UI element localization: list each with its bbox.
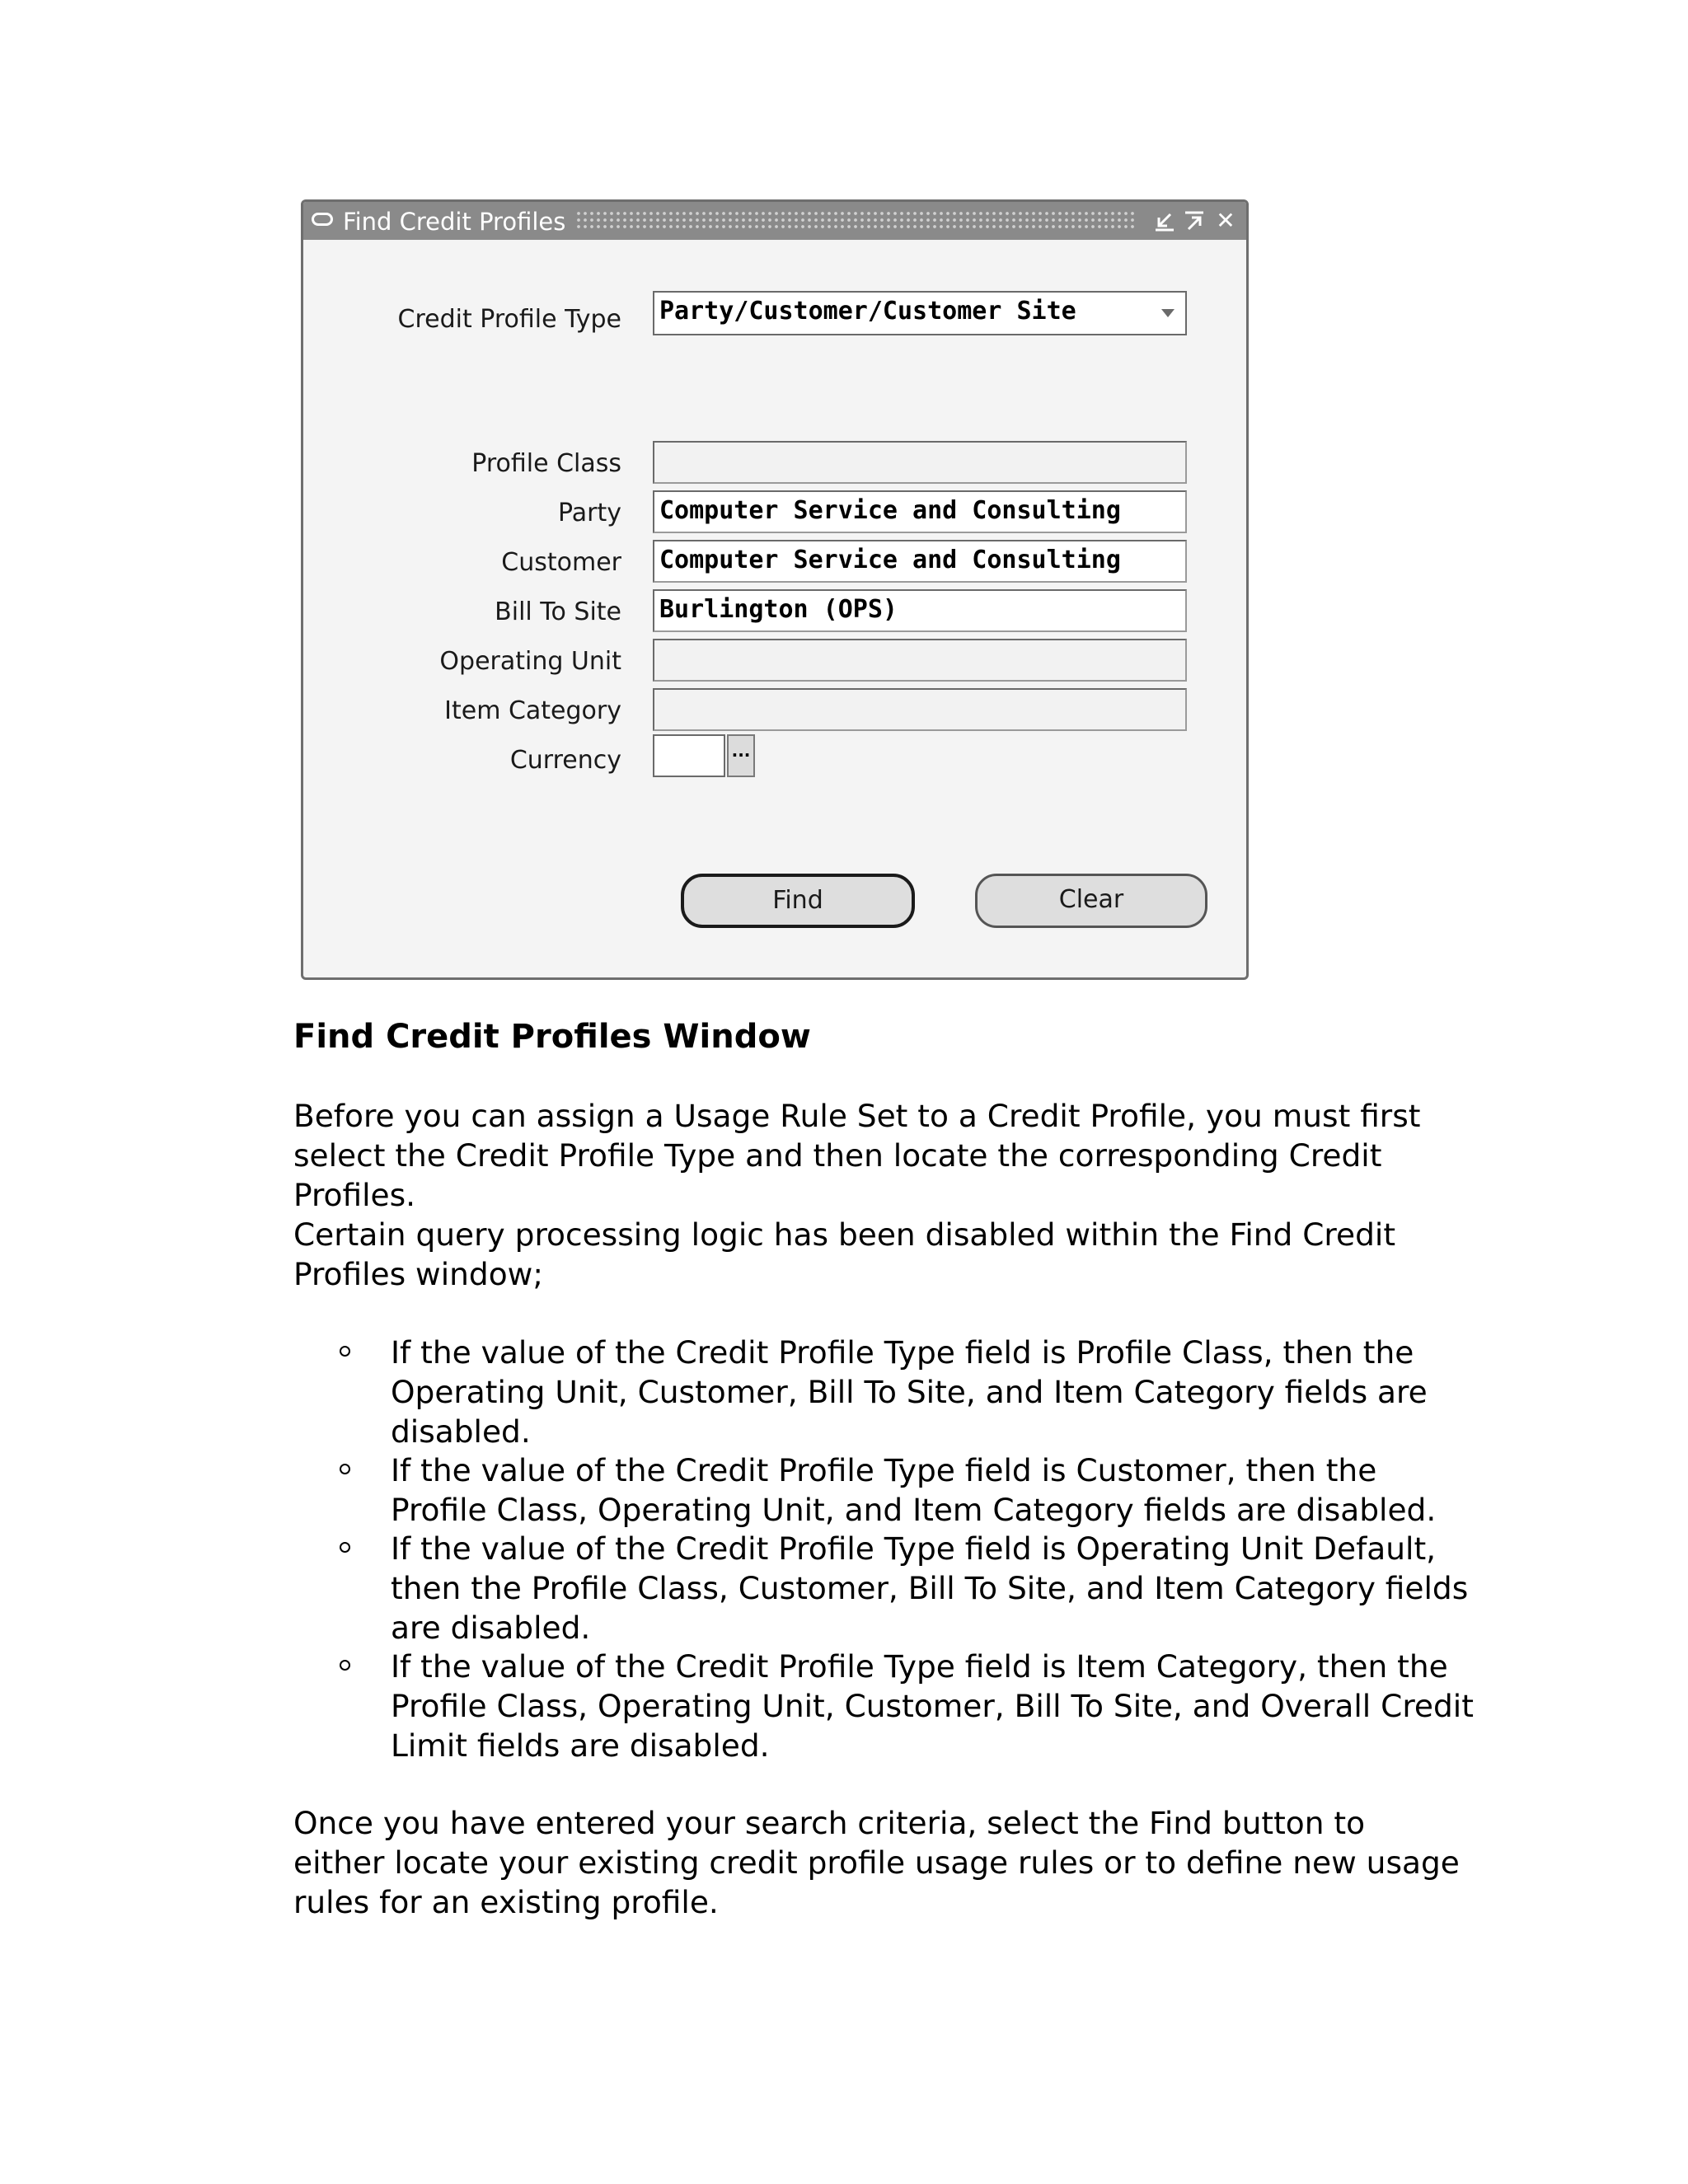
- list-item-text: If the value of the Credit Profile Type field is Operating Unit Default, then the Profile Class, Customer, Bill To Site, and Item Category fields are disabled.: [391, 1530, 1469, 1646]
- profile-class-field[interactable]: [653, 441, 1187, 484]
- section-heading: Find Credit Profiles Window: [293, 1018, 811, 1056]
- customer-label: Customer: [501, 548, 621, 577]
- logic-paragraph: Certain query processing logic has been disabled within the Find Credit Profiles window;: [293, 1216, 1396, 1292]
- find-credit-profiles-window: [301, 199, 1249, 980]
- window-title: Find Credit Profiles: [343, 208, 566, 236]
- currency-field[interactable]: [653, 734, 725, 777]
- currency-lov-button[interactable]: ...: [727, 734, 755, 777]
- party-label: Party: [558, 499, 621, 527]
- bullet-circle-icon: [340, 1660, 350, 1671]
- bill-to-site-value: Burlington (OPS): [659, 595, 898, 624]
- credit-profile-type-label: Credit Profile Type: [397, 305, 621, 334]
- bill-to-site-field[interactable]: [653, 589, 1187, 632]
- oracle-oval-icon: [312, 213, 333, 226]
- currency-label: Currency: [509, 746, 621, 775]
- bill-to-site-label: Bill To Site: [495, 598, 621, 626]
- profile-class-label: Profile Class: [471, 449, 621, 478]
- operating-unit-label: Operating Unit: [439, 647, 621, 676]
- titlebar-grip: [575, 210, 1136, 232]
- minimize-icon[interactable]: [1152, 208, 1177, 234]
- credit-profile-type-select[interactable]: [653, 291, 1187, 335]
- window-titlebar[interactable]: [303, 202, 1246, 240]
- list-item-text: If the value of the Credit Profile Type field is Item Category, then the Profile Class, Operating Unit, Customer, Bill To Site, and Overall Credit Limit fields are disabled.: [391, 1648, 1474, 1764]
- find-button[interactable]: Find: [681, 874, 915, 928]
- closing-paragraph: Once you have entered your search criteria, select the Find button to either locate your existing credit profile usage rules or to define new usage rules for an existing profile.: [293, 1805, 1460, 1920]
- maximize-icon[interactable]: [1182, 208, 1207, 234]
- operating-unit-field[interactable]: [653, 639, 1187, 682]
- chevron-down-icon: [1160, 308, 1175, 318]
- bullet-circle-icon: [340, 1346, 350, 1357]
- close-icon[interactable]: ✕: [1216, 207, 1236, 234]
- party-field[interactable]: [653, 490, 1187, 533]
- bullet-circle-icon: [340, 1542, 350, 1553]
- clear-button[interactable]: Clear: [975, 874, 1207, 928]
- list-item-text: If the value of the Credit Profile Type field is Profile Class, then the Operating Unit, Customer, Bill To Site, and Item Category fields are disabled.: [391, 1334, 1428, 1450]
- item-category-label: Item Category: [444, 696, 621, 725]
- intro-paragraph: Before you can assign a Usage Rule Set to a Credit Profile, you must first select the Credit Profile Type and then locate the corresponding Credit Profiles.: [293, 1098, 1421, 1213]
- bullet-circle-icon: [340, 1464, 350, 1474]
- customer-field[interactable]: [653, 540, 1187, 583]
- credit-profile-type-value: Party/Customer/Customer Site: [659, 297, 1076, 326]
- list-item-text: If the value of the Credit Profile Type field is Customer, then the Profile Class, Operating Unit, and Item Category fields are disabled.: [391, 1452, 1437, 1528]
- party-value: Computer Service and Consulting: [659, 496, 1121, 525]
- customer-value: Computer Service and Consulting: [659, 546, 1121, 574]
- item-category-field[interactable]: [653, 688, 1187, 731]
